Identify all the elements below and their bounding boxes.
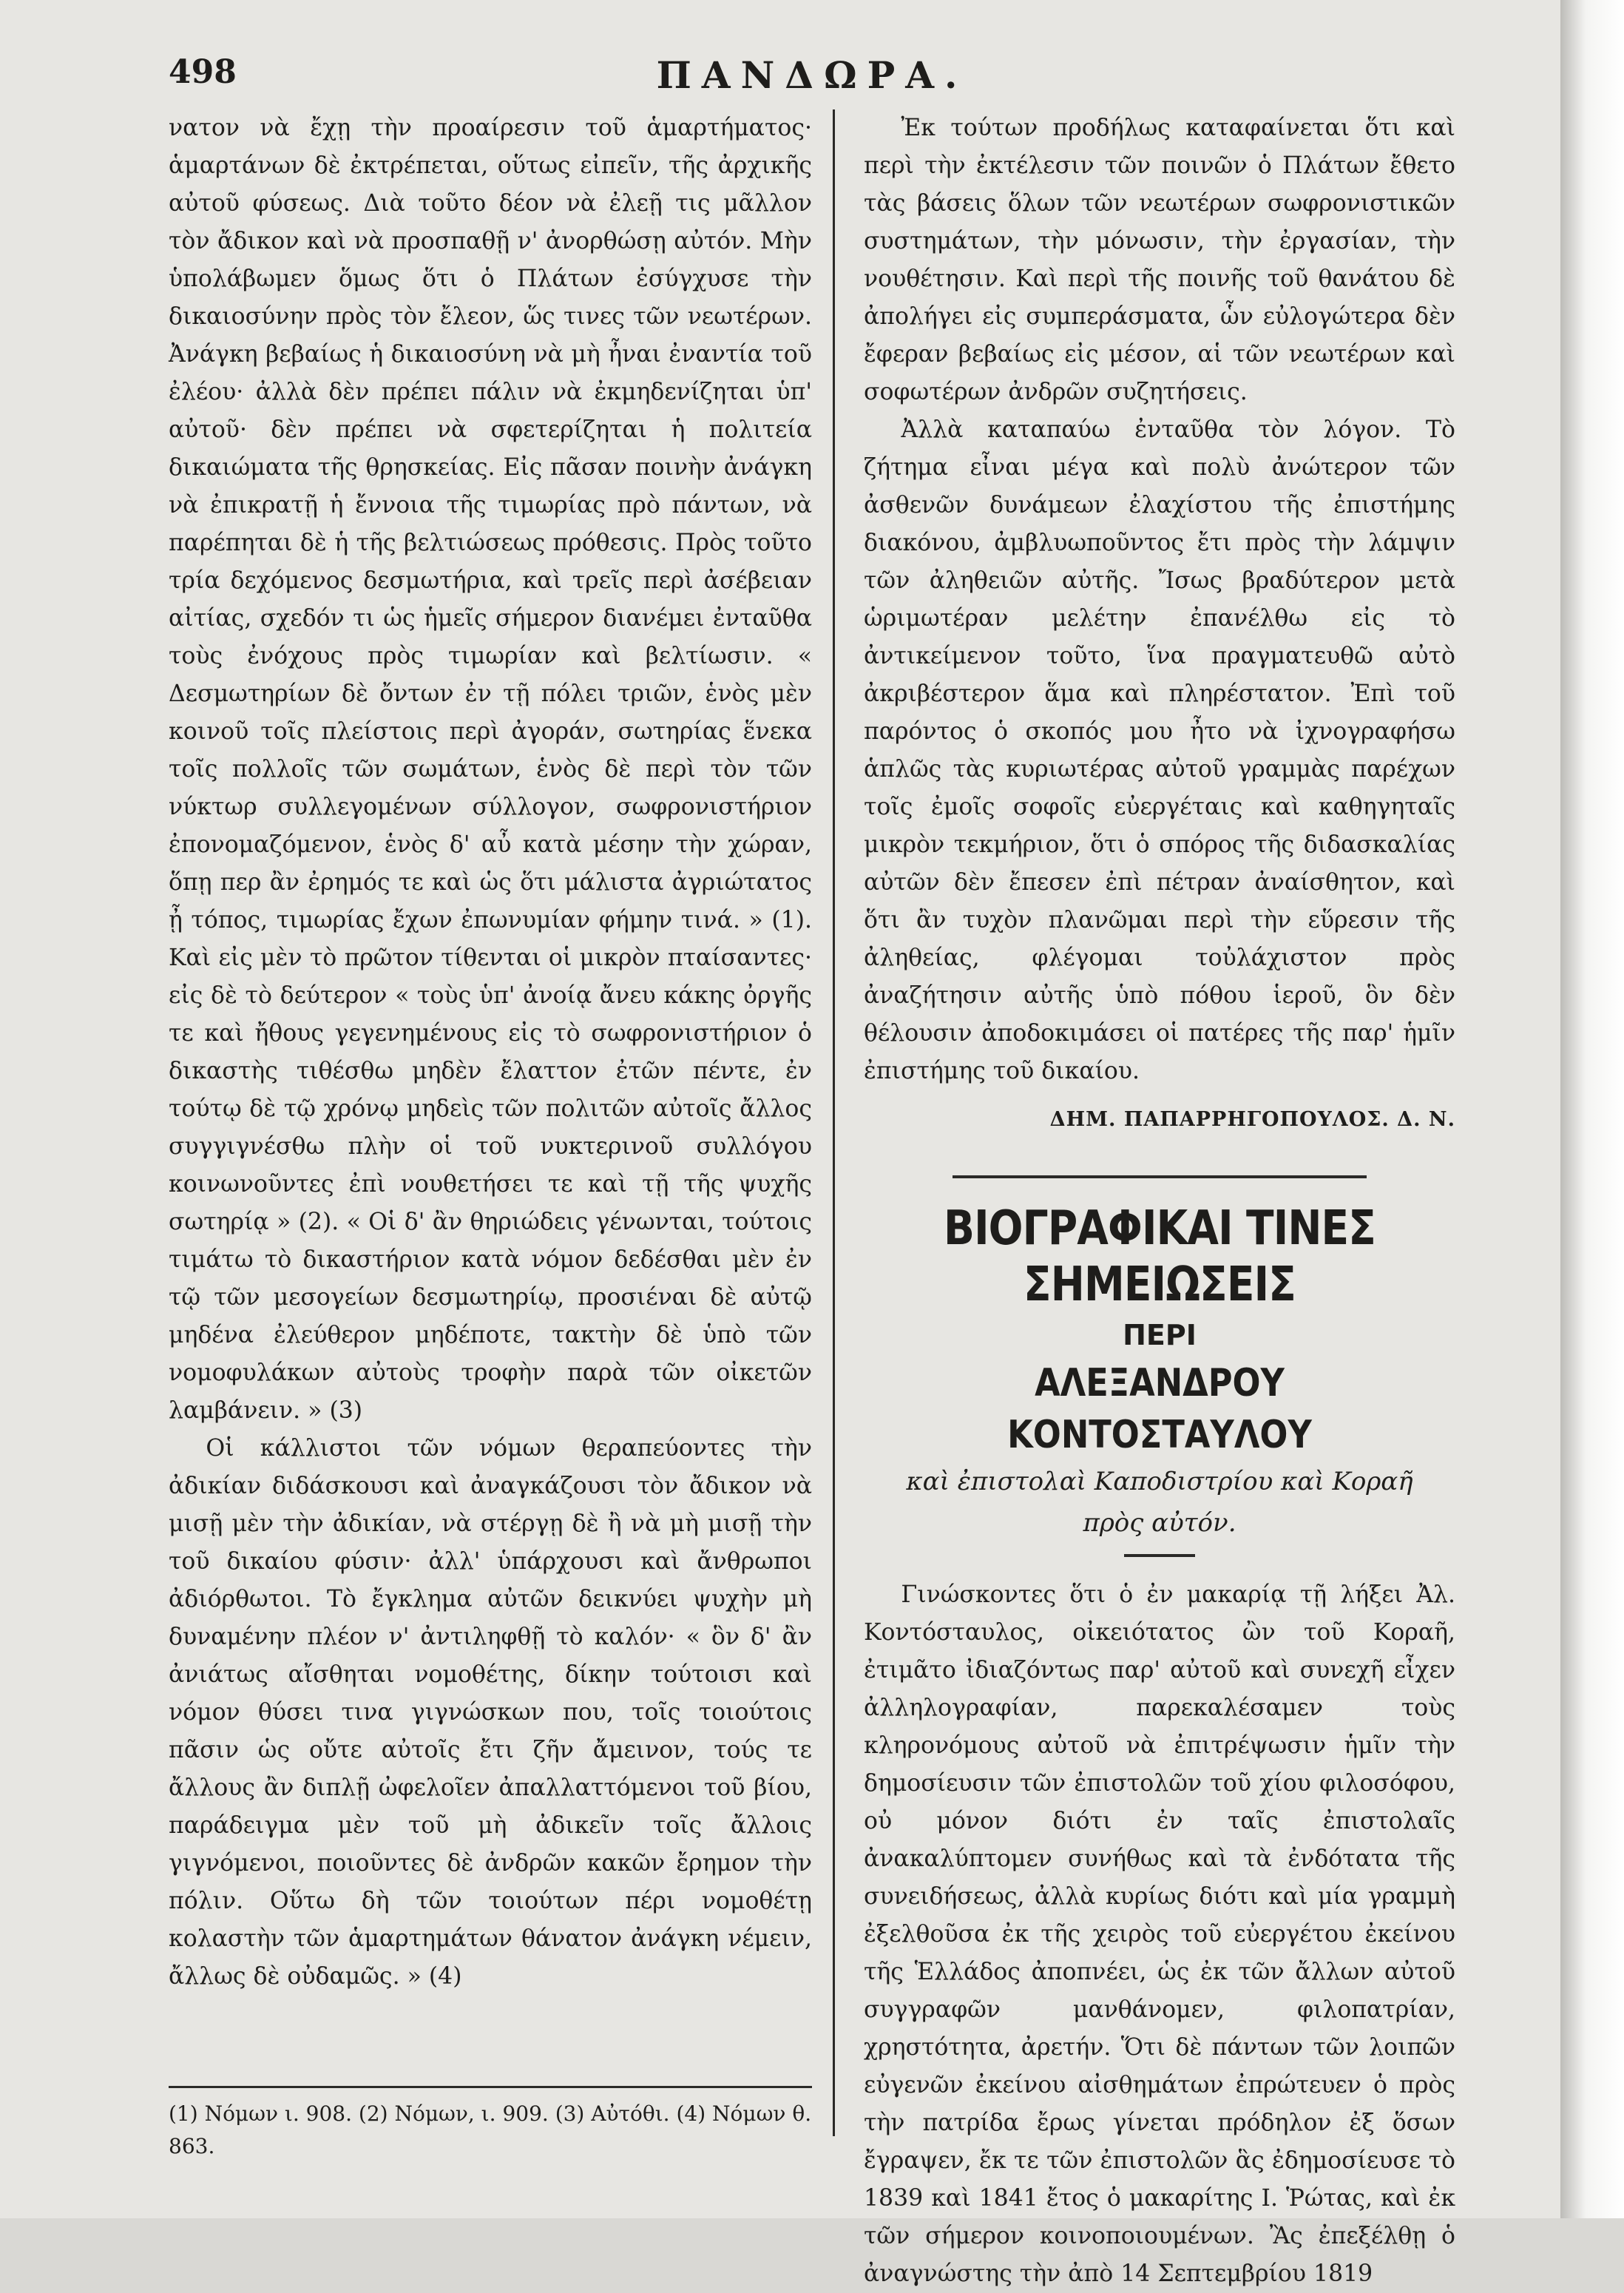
right-column bbox=[864, 109, 1455, 2293]
footnotes: (1) Νόμων ι. 908. (2) Νόμων, ι. 909. (3) Αὐτόθι. (4) Νόμων θ. 863. bbox=[169, 2101, 812, 2158]
short-ornament-rule bbox=[1124, 1554, 1195, 1557]
page-header bbox=[169, 53, 1455, 105]
page-number: 498 bbox=[169, 53, 237, 91]
left-paragraph-2: Οἱ κάλλιστοι τῶν νόμων θεραπεύοντες τὴν ἀδικίαν διδάσκουσι καὶ ἀναγκάζουσι τὸν ἄδικον νὰ μισῇ μὲν τὴν ἀδικίαν, νὰ στέργῃ δὲ ἢ νὰ μὴ μισῇ τὴν τοῦ δικαίου φύσιν· ἀλλ' ὑπάρχουσι καὶ ἄνθρωποι ἀδιόρθωτοι. Τὸ ἔγκλημα αὐτῶν δεικνύει ψυχὴν μὴ δυναμένην πλέον ν' ἀντιληφθῇ τὸ καλόν· « ὃν δ' ἂν ἀνιάτως αἴσθηται νομοθέτης, δίκην τούτοισι καὶ νόμον θύσει τινα γιγνώσκων που, τοῖς τοιούτοις πᾶσιν ὡς οὔτε αὐτοῖς ἔτι ζῆν ἄμεινον, τούς τε ἄλλους ἂν διπλῇ ὠφελοῖεν ἀπαλλαττόμενοι τοῦ βίου, παράδειγμα μὲν τοῦ μὴ ἀδικεῖν τοῖς ἄλλοις γιγνόμενοι, ποιοῦντες δὲ ἀνδρῶν κακῶν ἔρημον τὴν πόλιν. Οὕτω δὴ τῶν τοιούτων πέρι νομοθέτῃ κολαστὴν τῶν ἁμαρτημάτων θάνατον ἀνάγκη νέμειν, ἄλλως δὲ οὐδαμῶς. » (4) bbox=[169, 1435, 812, 1990]
page-binding-edge bbox=[1560, 0, 1624, 2218]
running-title: ΠΑΝΔΩΡΑ. bbox=[656, 53, 968, 97]
left-column bbox=[169, 109, 812, 1996]
article-subtitle-2: πρὸς αὐτόν. bbox=[1083, 1508, 1236, 1538]
article-body: Γινώσκοντες ὅτι ὁ ἐν μακαρίᾳ τῇ λήξει Ἀλ. Κοντόσταυλος, οἰκειότατος ὢν τοῦ Κοραῆ, ἐτιμᾶτο ἰδιαζόντως παρ' αὐτοῦ καὶ συνεχῆ εἶχεν ἀλληλογραφίαν, παρεκαλέσαμεν τοὺς κληρονόμους αὐτοῦ νὰ ἐπιτρέψωσιν ἡμῖν τὴν δημοσίευσιν τῶν ἐπιστολῶν τοῦ χίου φιλοσόφου, οὐ μόνον διότι ἐν ταῖς ἐπιστολαῖς ἀνακαλύπτομεν συνήθως καὶ τὰ ἐνδότατα τῆς συνειδήσεως, ἀλλὰ κυρίως διότι καὶ μία γραμμὴ ἐξελθοῦσα ἐκ τῆς χειρὸς τοῦ εὐεργέτου ἐκείνου τῆς Ἑλλάδος ἀποπνέει, ὡς ἐκ τῶν ἄλλων αὐτοῦ συγγραφῶν μανθάνομεν, φιλοπατρίαν, χρηστότητα, ἀρετήν. Ὅτι δὲ πάντων τῶν λοιπῶν εὐγενῶν ἐκείνου αἰσθημάτων ἐπρώτευεν ὁ πρὸς τὴν πατρίδα ἔρως γίνεται πρόδηλον ἐξ ὅσων ἔγραψεν, ἔκ τε τῶν ἐπιστολῶν ἃς ἐδημοσίευσε τὸ 1839 καὶ 1841 ἔτος ὁ μακαρίτης Ι. Ῥώτας, καὶ ἐκ τῶν σήμερον κοινοποιουμένων. Ἂς ἐπεξέλθῃ ὁ ἀναγνώστης τὴν ἀπὸ 14 Σεπτεμβρίου 1819 bbox=[864, 1581, 1455, 2287]
article-name: ΑΛΕΞΑΝΔΡΟΥ ΚΟΝΤΟΣΤΑΥΛΟΥ bbox=[1007, 1361, 1312, 1457]
article-title: ΒΙΟΓΡΑΦΙΚΑΙ ΤΙΝΕΣ ΣΗΜΕΙΩΣΕΙΣ bbox=[943, 1201, 1376, 1312]
left-paragraph-1: νατον νὰ ἔχῃ τὴν προαίρεσιν τοῦ ἁμαρτήματος· ἁμαρτάνων δὲ ἐκτρέπεται, οὕτως εἰπεῖν, τῆς ἀρχικῆς αὐτοῦ φύσεως. Διὰ τοῦτο δέον νὰ ἐλεῇ τις μᾶλλον τὸν ἄδικον καὶ νὰ προσπαθῇ ν' ἀνορθώσῃ αὐτόν. Μὴν ὑπολάβωμεν ὅμως ὅτι ὁ Πλάτων ἐσύγχυσε τὴν δικαιοσύνην πρὸς τὸν ἔλεον, ὥς τινες τῶν νεωτέρων. Ἀνάγκη βεβαίως ἡ δικαιοσύνη νὰ μὴ ἦναι ἐναντία τοῦ ἐλέου· ἀλλὰ δὲν πρέπει πάλιν νὰ ἐκμηδενίζηται ὑπ' αὐτοῦ· δὲν πρέπει νὰ σφετερίζηται ἡ πολιτεία δικαιώματα τῆς θρησκείας. Εἰς πᾶσαν ποινὴν ἀνάγκη νὰ ἐπικρατῇ ἡ ἔννοια τῆς τιμωρίας πρὸ πάντων, νὰ παρέπηται δὲ ἡ τῆς βελτιώσεως πρόθεσις. Πρὸς τοῦτο τρία δεχόμενος δεσμωτήρια, καὶ τρεῖς περὶ ἀσέβειαν αἰτίας, σχεδόν τι ὡς ἡμεῖς σήμερον διανέμει ἐνταῦθα τοὺς ἐνόχους πρὸς τιμωρίαν καὶ βελτίωσιν. « Δεσμωτηρίων δὲ ὄντων ἐν τῇ πόλει τριῶν, ἑνὸς μὲν κοινοῦ τοῖς πλείστοις περὶ ἀγοράν, σωτηρίας ἕνεκα τοῖς πολλοῖς τῶν σωμάτων, ἑνὸς δὲ περὶ τὸν τῶν νύκτωρ συλλεγομένων σύλλογον, σωφρονιστήριον ἐπονομαζόμενον, ἑνὸς δ' αὖ κατὰ μέσην τὴν χώραν, ὅπῃ περ ἂν ἐρημός τε καὶ ὡς ὅτι μάλιστα ἀγριώτατος ᾖ τόπος, τιμωρίας ἔχων ἐπωνυμίαν φήμην τινά. » (1). Καὶ εἰς μὲν τὸ πρῶτον τίθενται οἱ μικρὸν πταίσαντες· εἰς δὲ τὸ δεύτερον « τοὺς ὑπ' ἀνοίᾳ ἄνευ κάκης ὀργῆς τε καὶ ἤθους γεγενημένους εἰς τὸ σωφρονιστήριον ὁ δικαστὴς τιθέσθω μηδὲν ἔλαττον ἐτῶν πέντε, ἐν τούτῳ δὲ τῷ χρόνῳ μηδεὶς τῶν πολιτῶν αὐτοῖς ἄλλος συγγιγνέσθω πλὴν οἱ τοῦ νυκτερινοῦ συλλόγου κοινωνοῦντες ἐπὶ νουθετήσει τε καὶ τῇ τῆς ψυχῆς σωτηρίᾳ » (2). « Οἱ δ' ἂν θηριώδεις γένωνται, τούτοις τιμάτω τὸ δικαστήριον κατὰ νόμον δεδέσθαι μὲν ἐν τῷ τῶν μεσογείων δεσμωτηρίῳ, προσιέναι δὲ αὐτῷ μηδένα ἐλεύθερον μηδέποτε, τακτὴν δὲ ὑπὸ τῶν νομοφυλάκων αὐτοὺς τροφὴν παρὰ τῶν οἰκετῶν λαμβάνειν. » (3) bbox=[169, 115, 812, 1424]
right-paragraph-2: Ἀλλὰ καταπαύω ἐνταῦθα τὸν λόγον. Τὸ ζήτημα εἶναι μέγα καὶ πολὺ ἀνώτερον τῶν ἀσθενῶν δυνάμεων ἐλαχίστου τῆς ἐπιστήμης διακόνου, ἀμβλυωποῦντος ἔτι πρὸς τὴν λάμψιν τῶν ἀληθειῶν αὐτῆς. Ἴσως βραδύτερον μετὰ ὡριμωτέραν μελέτην ἐπανέλθω εἰς τὸ ἀντικείμενον τοῦτο, ἵνα πραγματευθῶ αὐτὸ ἀκριβέστερον ἅμα καὶ πληρέστατον. Ἐπὶ τοῦ παρόντος ὁ σκοπός μου ἦτο νὰ ἰχνογραφήσω ἁπλῶς τὰς κυριωτέρας αὐτοῦ γραμμὰς παρέχων τοῖς ἐμοῖς σοφοῖς εὐεργέταις καὶ καθηγηταῖς μικρὸν τεκμήριον, ὅτι ὁ σπόρος τῆς διδασκαλίας αὐτῶν δὲν ἔπεσεν ἐπὶ πέτραν ἀναίσθητον, καὶ ὅτι ἂν τυχὸν πλανῶμαι περὶ τὴν εὕρεσιν τῆς ἀληθείας, φλέγομαι τοὐλάχιστον πρὸς ἀναζήτησιν αὐτῆς ὑπὸ πόθου ἱεροῦ, ὃν δὲν θέλουσιν ἀποδοκιμάσει οἱ πατέρες τῆς παρ' ἡμῖν ἐπιστήμης τοῦ δικαίου. bbox=[864, 416, 1455, 1084]
footnote-rule bbox=[169, 2086, 812, 2088]
author-signature: ΔΗΜ. ΠΑΠΑΡΡΗΓΟΠΟΥΛΟΣ. Δ. Ν. bbox=[1049, 1108, 1455, 1131]
section-separator bbox=[953, 1175, 1367, 1178]
column-divider bbox=[833, 109, 835, 2136]
article-peri: ΠΕΡΙ bbox=[1123, 1319, 1197, 1351]
article-subtitle-1: καὶ ἐπιστολαὶ Καποδιστρίου καὶ Κοραῆ bbox=[906, 1467, 1413, 1496]
right-paragraph-1: Ἐκ τούτων προδήλως καταφαίνεται ὅτι καὶ περὶ τὴν ἐκτέλεσιν τῶν ποινῶν ὁ Πλάτων ἔθετο τὰς βάσεις ὅλων τῶν νεωτέρων σωφρονιστικῶν συστημάτων, τὴν μόνωσιν, τὴν ἐργασίαν, τὴν νουθέτησιν. Καὶ περὶ τῆς ποινῆς τοῦ θανάτου δὲ ἀπολήγει εἰς συμπεράσματα, ὧν εὐλογώτερα δὲν ἔφεραν βεβαίως εἰς μέσον, αἱ τῶν νεωτέρων καὶ σοφωτέρων ἀνδρῶν συζητήσεις. bbox=[864, 115, 1455, 405]
